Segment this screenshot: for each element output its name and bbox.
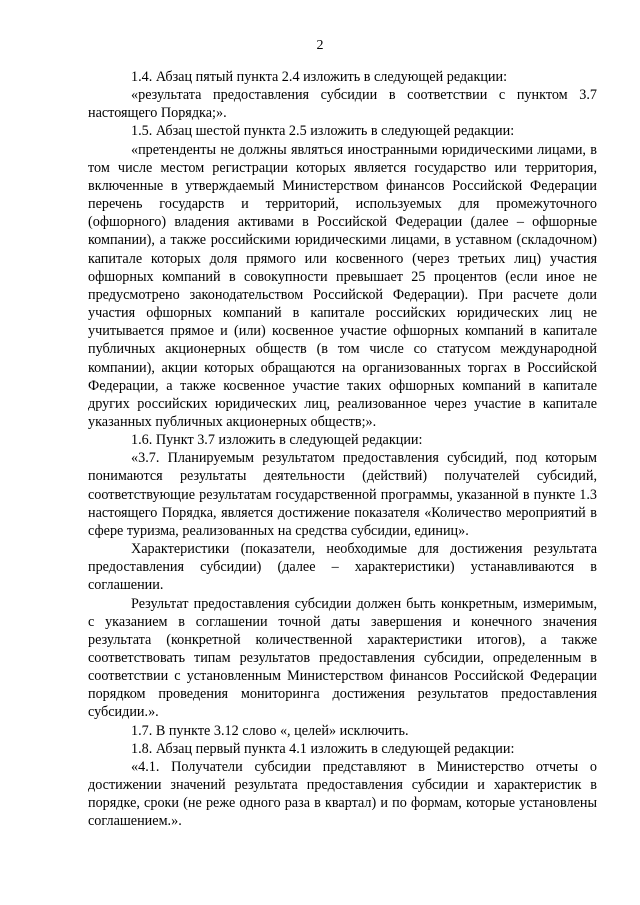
document-body [88,68,597,831]
paragraph-1-8: 1.8. Абзац первый пункта 4.1 изложить в следующей редакции: [131,740,515,757]
paragraph-1-4-text: «результата предоставления субсидии в соответствии с пунктом 3.7 настоящего Порядка;». [88,87,597,122]
paragraph-1-4: 1.4. Абзац пятый пункта 2.4 изложить в следующей редакции: [131,69,508,85]
paragraph-1-5: 1.5. Абзац шестой пункта 2.5 изложить в следующей редакции: [131,123,515,140]
paragraph-3-7-text: «3.7. Планируемым результатом предоставления субсидий, под которым понимаются результаты деятельности (действий) получателей субсидий, соответствующие результатам государственной программы, указанной в пункте 1.3 настоящего Порядка, является достижение показателя «Количество мероприятий в сфере туризма, реализованных на средства субсидии, единиц». [88,450,597,539]
paragraph-1-7: 1.7. В пункте 3.12 слово «, целей» исключить. [131,722,409,739]
paragraph-1-6: 1.6. Пункт 3.7 изложить в следующей редакции: [131,432,423,449]
paragraph-characteristics: Характеристики (показатели, необходимые для достижения результата предоставления субсидии) (далее – характеристики) устанавливаются в соглашении. [88,541,597,594]
paragraph-4-1-text: «4.1. Получатели субсидии представляют в Министерство отчеты о достижении значений результата предоставления субсидии и характеристик в порядке, сроки (не реже одного раза в квартал) и по формам, которые установлены соглашением.». [88,758,597,830]
paragraph-result: Результат предоставления субсидии должен быть конкретным, измеримым, с указанием в соглашении точной даты завершения и конечного значения результата (конкретной количественной характеристики итогов), а также соответствовать типам результатов предоставления субсидии, определенным в соответствии с установленным Министерством финансов Российской Федерации порядком проведения мониторинга достижения результатов предоставления субсидии.». [88,595,597,721]
page-number: 2 [316,38,324,53]
paragraph-1-5-text: «претенденты не должны являться иностранными юридическими лицами, в том числе местом регистрации которых является государство или территория, включенные в утверждаемый Министерством финансов Российской Федерации перечень государств и территорий, используемых для промежуточного (офшорного) владения активами в Российской Федерации (далее – офшорные компании), а также российскими юридическими лицами, в уставном (складочном) капитале которых доля прямого или косвенного (через третьих лиц) участия офшорных компаний в совокупности превышает 25 процентов (если иное не предусмотрено законодательством Российской Федерации). При расчете доли участия офшорных компаний в капитале российских юридических лиц не учитывается прямое и (или) косвенное участие офшорных компаний в капитале публичных акционерных обществ (в том числе со статусом международной компании), акции которых обращаются на организованных торгах в Российской Федерации, а также косвенное участие таких офшорных компаний в капитале других российских юридических лиц, реализованное через участие в капитале указанных публичных акционерных обществ;». [88,141,597,430]
